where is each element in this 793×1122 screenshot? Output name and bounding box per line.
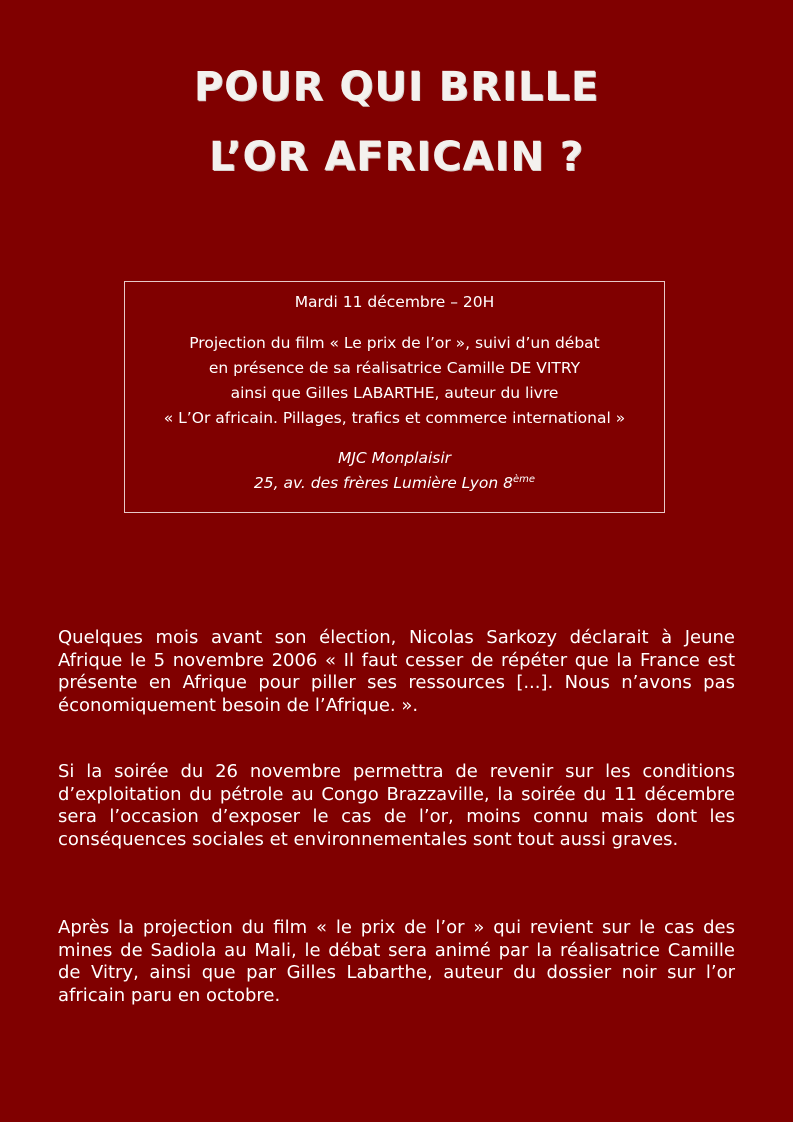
event-description-line: ainsi que Gilles LABARTHE, auteur du livre (230, 384, 559, 402)
venue-name: MJC Monplaisir (337, 449, 452, 467)
page-title (0, 52, 793, 192)
event-info-box (124, 281, 665, 513)
event-description-line: en présence de sa réalisatrice Camille DE VITRY (208, 359, 581, 377)
title-line-2: L’OR AFRICAIN ? (209, 134, 584, 180)
venue-address-suffix: ème (513, 473, 536, 485)
event-description-line: « L’Or africain. Pillages, trafics et commerce international » (163, 409, 626, 427)
event-description-line: Projection du film « Le prix de l’or », suivi d’un débat (189, 334, 600, 352)
event-venue (125, 446, 664, 496)
body-paragraph-2: Si la soirée du 26 novembre permettra de revenir sur les conditions d’exploitation du pétrole au Congo Brazzaville, la soirée du 11 décembre sera l’occasion d’exposer le cas de l’or, moins connu mais dont les conséquences sociales et environnementales sont tout aussi graves. (58, 761, 735, 850)
body-paragraph-3: Après la projection du film « le prix de l’or » qui revient sur le cas des mines de Sadiola au Mali, le débat sera animé par la réalisatrice Camille de Vitry, ainsi que par Gilles Labarthe, auteur du dossier noir sur l’or africain paru en octobre. (58, 917, 735, 1006)
event-date: Mardi 11 décembre – 20H (294, 293, 495, 311)
venue-address (125, 471, 664, 496)
title-line-1: POUR QUI BRILLE (193, 64, 600, 110)
body-paragraph-1: Quelques mois avant son élection, Nicolas Sarkozy déclarait à Jeune Afrique le 5 novembre 2006 « Il faut cesser de répéter que la France est présente en Afrique pour piller ses ressources [...]. Nous n’avons pas économiquement besoin de l’Afrique. ». (58, 627, 735, 716)
event-description (125, 331, 664, 431)
venue-address-text: 25, av. des frères Lumière Lyon 8 (253, 474, 514, 492)
